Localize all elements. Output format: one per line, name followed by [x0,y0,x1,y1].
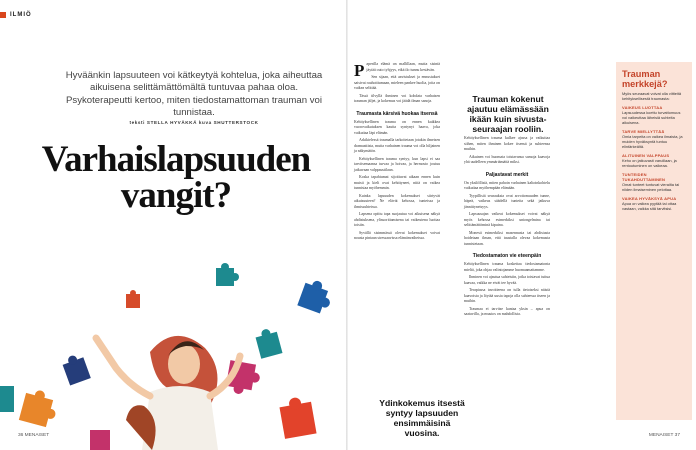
puzzle-piece-navy-left [61,352,91,385]
puzzle-piece-orange-right [278,395,316,439]
sidebar-item: ALITUINEN VALPPAUS Keho on jatkuvasti varuillaan, ja rentoutuminen on vaikeaa. [622,153,677,168]
sidebar-item: VAIKEUS LUOTTAA Lapsuudessa koettu turvattomuus voi vaikeuttaa läheisiä suhteita aikuisena. [622,105,681,125]
pull-quote-bottom: Ydinkokemus itsestä syntyy lapsuuden ensimmäisinä vuosina. [379,398,465,438]
body-paragraph: Paperilla elämä on mallillaan, mutta sisintä jäytää outo tyhjyys, eikä ilo tunnu kestävän. [354,61,440,80]
body-paragraph: Ihminen voi ajautua suhteisiin, jotka toistavat tuttua kaavaa, vaikka ne eivät tee hyvää. [464,275,550,285]
folio-right: MENAISET 37 [648,433,680,438]
puzzle-piece-orange-left [19,387,61,429]
body-paragraph: Kuinka lapsuuden kokemukset siirtyvät aikuisuuteen? Ne elävät kehossa, tunteissa ja ihmissuhteissa. [354,193,440,209]
body-paragraph: Tässä tilvyllä ihminen voi kohdata varhaisen trauman jäljet, ja kokemus voi jäädä ilman sanoja. [354,93,440,103]
body-paragraph: Kehityksellinen trauma syntyy, kun lapsi ei saa tarvitsemaansa turvaa ja hoivaa, ja hermosto joutuu jatkuvaan valppaustilaan. [354,156,440,172]
body-paragraph: Arkikielessä traumalla tarkoitetaan jotakin ilmeisen dramaattista, mutta varhainen trauma voi olla hiljainen ja näkymätön. [354,138,440,153]
sidebar-item: TARVE MIELLYTTÄÄ Omia tarpeita on vaikea ilmaista, ja muiden hyväksyntä tuntuu elintärkeältä. [622,129,683,149]
body-paragraph: Tyypillisiä seurauksia ovat arvottomuuden tunne, häpeä, vaikeus säädellä tunteita sekä jatkuva jännittyneisyys. [464,193,550,209]
sidebar-item: TUNTEIDEN TUKAHDUTTAMINEN Omat tunteet tuntuvat vierailta tai niiden ilmaiseminen pelottaa. [622,172,680,192]
puzzle-piece-magenta-bottom [90,430,110,450]
body-paragraph: Syvällä sisimmässä olevat kokemukset voivat nousta pintaan stressaavissa elämänvaiheissa. [354,230,440,240]
body-paragraph: Sen sijaan, että aavistukset ja ennustukset saisivat rauhoittumaan, mieleen pankee huolia, joita on vaikea selittää. [354,75,440,90]
puzzle-piece-teal-bottom [0,386,14,412]
article-title: Varhaislapsuuden vangit? [41,139,311,216]
woman-figure [96,336,240,450]
folio-left: 36 MENAISET [18,433,50,438]
body-paragraph: Lapsuusajan vaikeat kokemukset voivat näkyä myös kehossa esimerkiksi uniongelmina tai selittämättöminä kipuina. [464,212,550,227]
byline: teksti STELLA HYVÄKKÄ kuva SHUTTERSTOCK [129,120,259,125]
pull-quote-top: Trauman kokenut ajautuu elämässään ikään kuin sivusta-seuraajan rooliin. [467,94,549,134]
body-paragraph: Koska tapahtumat sijoittuvat aikaan ennen kuin muisti ja kieli ovat kehittyneet, niitä on vaikea tunnistaa myöhemmin. [354,175,440,190]
body-paragraph: On yksilöllistä, miten pahoin varhainen kaltoinkohtelu vaikuttaa myöhempään elämään. [464,180,550,190]
body-paragraph: Kehityksellinen trauma koskettaa tiedostamatonta mieltä, joka ohjaa valintojamme huomaamattamme. [464,262,550,272]
sidebar-item: VAIKEA HYVÄKSYÄ APUA Apua on vaikea pyytää tai ottaa vastaan, vaikka sitä tarvitsisi. [622,196,677,211]
lead-paragraph: Hyväänkin lapsuuteen voi kätkeytyä kohtelua, joka aiheuttaa aikuisena selittämättömältä tuntuvaa pahaa oloa. Psykoterapeutti kertoo, miten tiedostamattoman trauman voi tunnistaa. [65,70,323,119]
sidebar-intro: Myös seuraavat voivat olla viitteitä kehityksellisestä traumasta: [622,91,682,101]
body-paragraph: Traumaa ei tarvitse kantaa yksin – apua on saatavilla, ja muutos on mahdollista. [464,306,550,316]
puzzle-piece-red-small [126,290,140,308]
body-paragraph: Kehityksellinen trauma kulkee ajassa ja vaikuttaa siihen, miten ihminen kokee itsensä ja suhteensa muihin. [464,136,550,151]
drop-cap: P [354,61,365,80]
body-paragraph: Terapiassa tavoitteena on tulla tietoiseksi näistä kaavoista ja löytää uusia tapoja olla suhteessa itseen ja muihin. [464,288,550,303]
subheading: Tiedostamaton vie eteenpäin [472,253,542,259]
text-column-1 [354,62,440,244]
body-paragraph: Lapsena opittu tapa suojautua voi aikuisena näkyä ahdistuksena, ylisuorittamisena tai vaikeutena luottaa toisiin. [354,212,440,227]
subheading: Traumasta kärsivä huokaa itsensä [356,110,438,117]
section-label: ILMIÖ [10,12,32,18]
right-page [348,0,696,450]
body-paragraph: Kehityksellinen trauma on ennen kaikkea vuorovaikutuksen kautta syntynyt haava, joka vaikuttaa läpi elämän. [354,119,440,135]
body-paragraph: Aikuinen voi huomata toistavansa samoja kaavoja yhä uudelleen ymmärtämättä miksi. [464,154,550,164]
puzzle-piece-blue-right [297,277,335,315]
puzzle-piece-teal-top [216,263,239,286]
body-paragraph: Monesti esimerkiksi masennusta tai ahdistusta hoidetaan ilman, että taustalla olevaa kokemusta tunnistetaan. [464,230,550,246]
subheading: Paljastavat merkit [485,171,529,178]
illustration [0,0,346,450]
sidebar-box [616,62,692,420]
left-page [0,0,346,450]
puzzle-piece-teal-mid [254,326,282,358]
text-column-2 [464,136,550,320]
sidebar-title: Trauman merkkejä? [622,69,668,89]
